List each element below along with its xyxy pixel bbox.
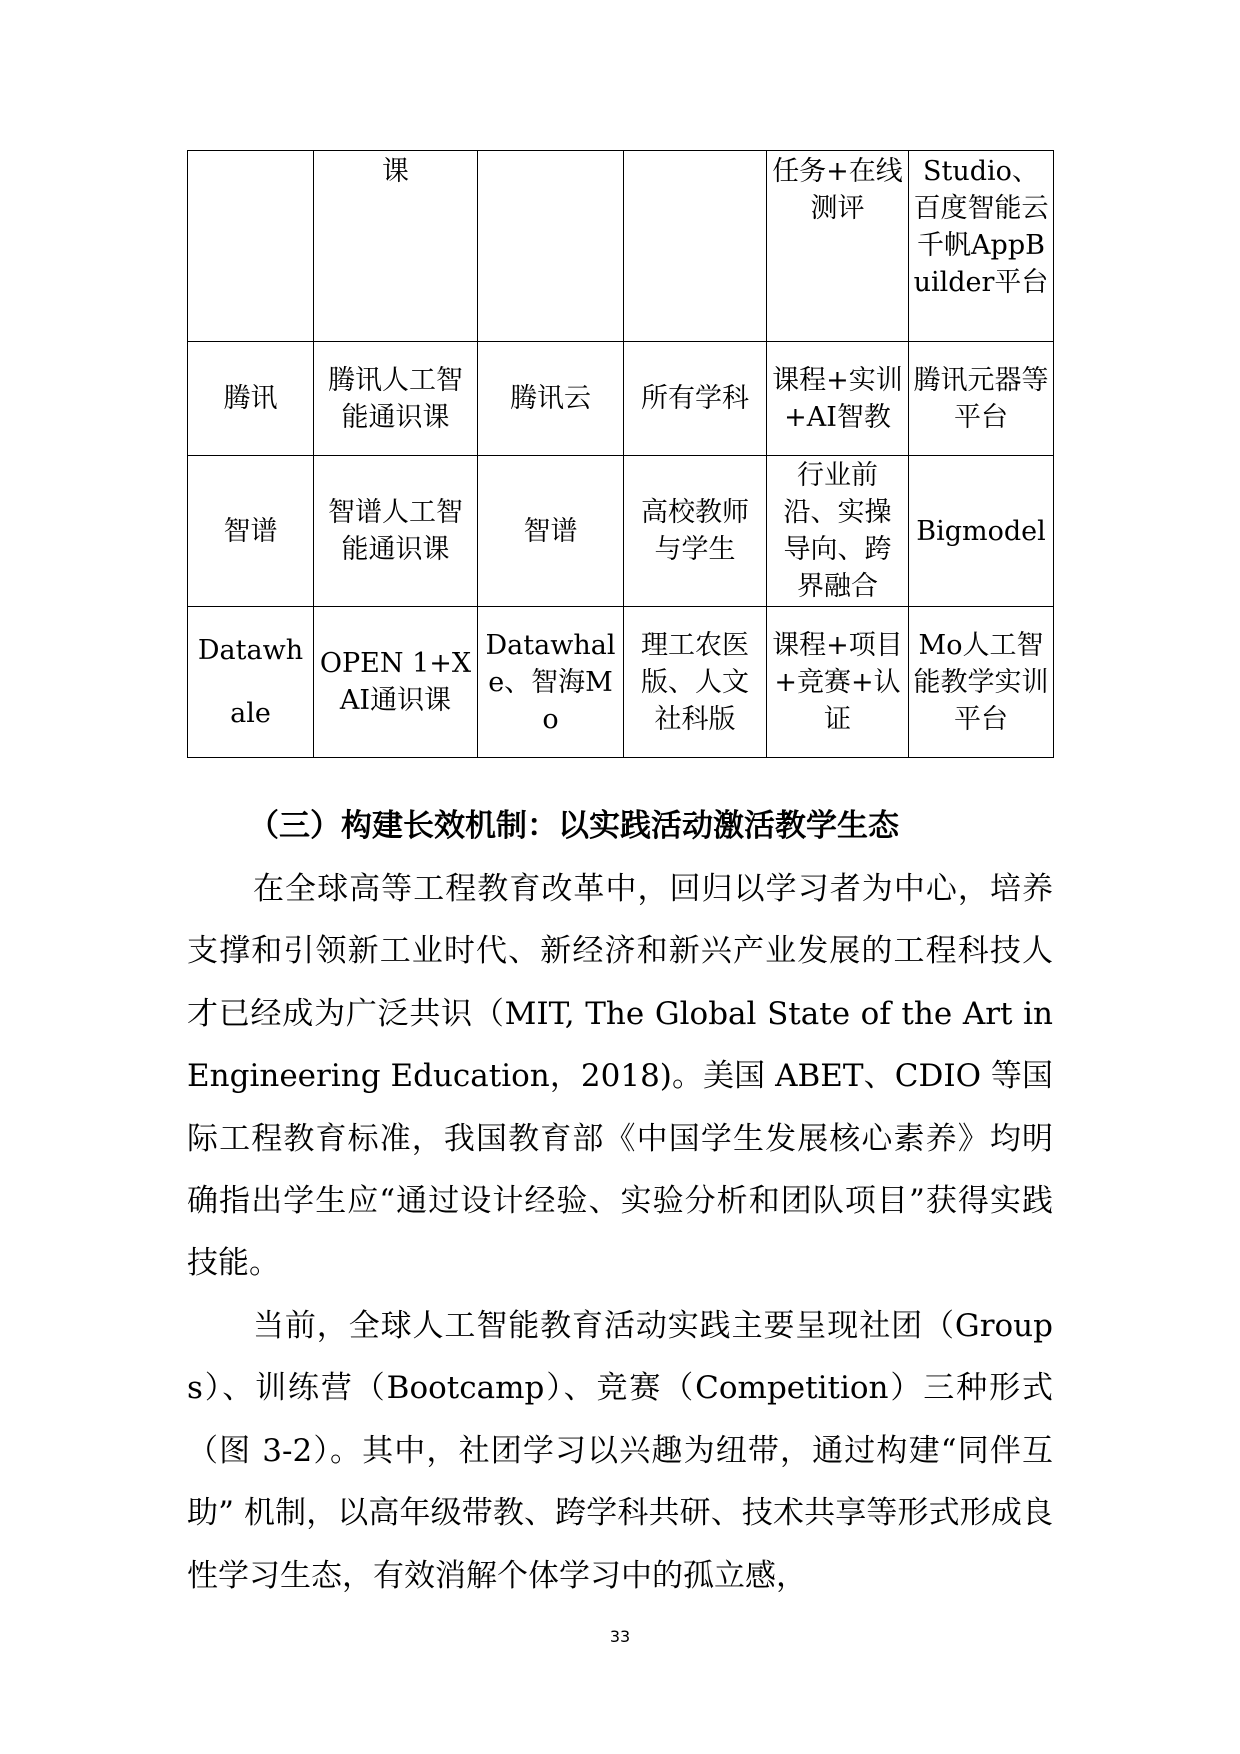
- table-cell: Studio、百度智能云千帆AppBuilder平台: [909, 151, 1054, 342]
- table-cell-org: [188, 607, 314, 758]
- table-cell-org: 腾讯: [188, 342, 314, 456]
- table-row: [188, 342, 1054, 456]
- table-cell: Bigmodel: [909, 456, 1054, 607]
- table-cell: [478, 151, 624, 342]
- table-cell: 课: [314, 151, 478, 342]
- table-cell: 行业前沿、实操导向、跨界融合: [767, 456, 909, 607]
- table-cell: 高校教师与学生: [624, 456, 767, 607]
- table-cell: Mo人工智能教学实训平台: [909, 607, 1054, 758]
- page-number: 33: [609, 1627, 631, 1646]
- table-cell: 智谱: [478, 456, 624, 607]
- platform-table: [187, 150, 1054, 758]
- table-cell: [188, 151, 314, 342]
- table-cell: 所有学科: [624, 342, 767, 456]
- org-name-datawhale: Datawh ale: [197, 635, 304, 729]
- table-cell: 智谱人工智能通识课: [314, 456, 478, 607]
- table-cell: 腾讯云: [478, 342, 624, 456]
- table-cell: OPEN 1+X AI通识课: [314, 607, 478, 758]
- section-heading: （三）构建长效机制：以实践活动激活教学生态: [248, 808, 899, 844]
- body-paragraph: 在全球高等工程教育改革中，回归以学习者为中心，培养支撑和引领新工业时代、新经济和新兴产业发展的工程科技人才已经成为广泛共识（MIT, The Global State of the Art in Engineering Education，2018)。美国 ABET、CDIO 等国际工程教育标准，我国教育部《中国学生发展核心素养》均明确指出学生应“通过设计经验、实验分析和团队项目”获得实践技能。: [187, 871, 1053, 1282]
- table-cell: 课程+项目+竞赛+认证: [767, 607, 909, 758]
- table-cell: 课程+实训+AI智教: [767, 342, 909, 456]
- table-cell: Datawhale、智海Mo: [478, 607, 624, 758]
- table-row: [188, 607, 1054, 758]
- table-row: [188, 456, 1054, 607]
- body-paragraph: 当前，全球人工智能教育活动实践主要呈现社团（Groups）、训练营（Bootcamp）、竞赛（Competition）三种形式（图 3-2）。其中，社团学习以兴趣为纽带，通过构建“同伴互助” 机制，以高年级带教、跨学科共研、技术共享等形式形成良性学习生态，有效消解个体学习中的孤立感，: [187, 1308, 1053, 1594]
- table-cell-org: 智谱: [188, 456, 314, 607]
- table-cell: [624, 151, 767, 342]
- table-cell: 腾讯人工智能通识课: [314, 342, 478, 456]
- table-cell: 腾讯元器等平台: [909, 342, 1054, 456]
- table-cell: 理工农医版、人文社科版: [624, 607, 767, 758]
- table-cell: 任务+在线测评: [767, 151, 909, 342]
- table-row: [188, 151, 1054, 342]
